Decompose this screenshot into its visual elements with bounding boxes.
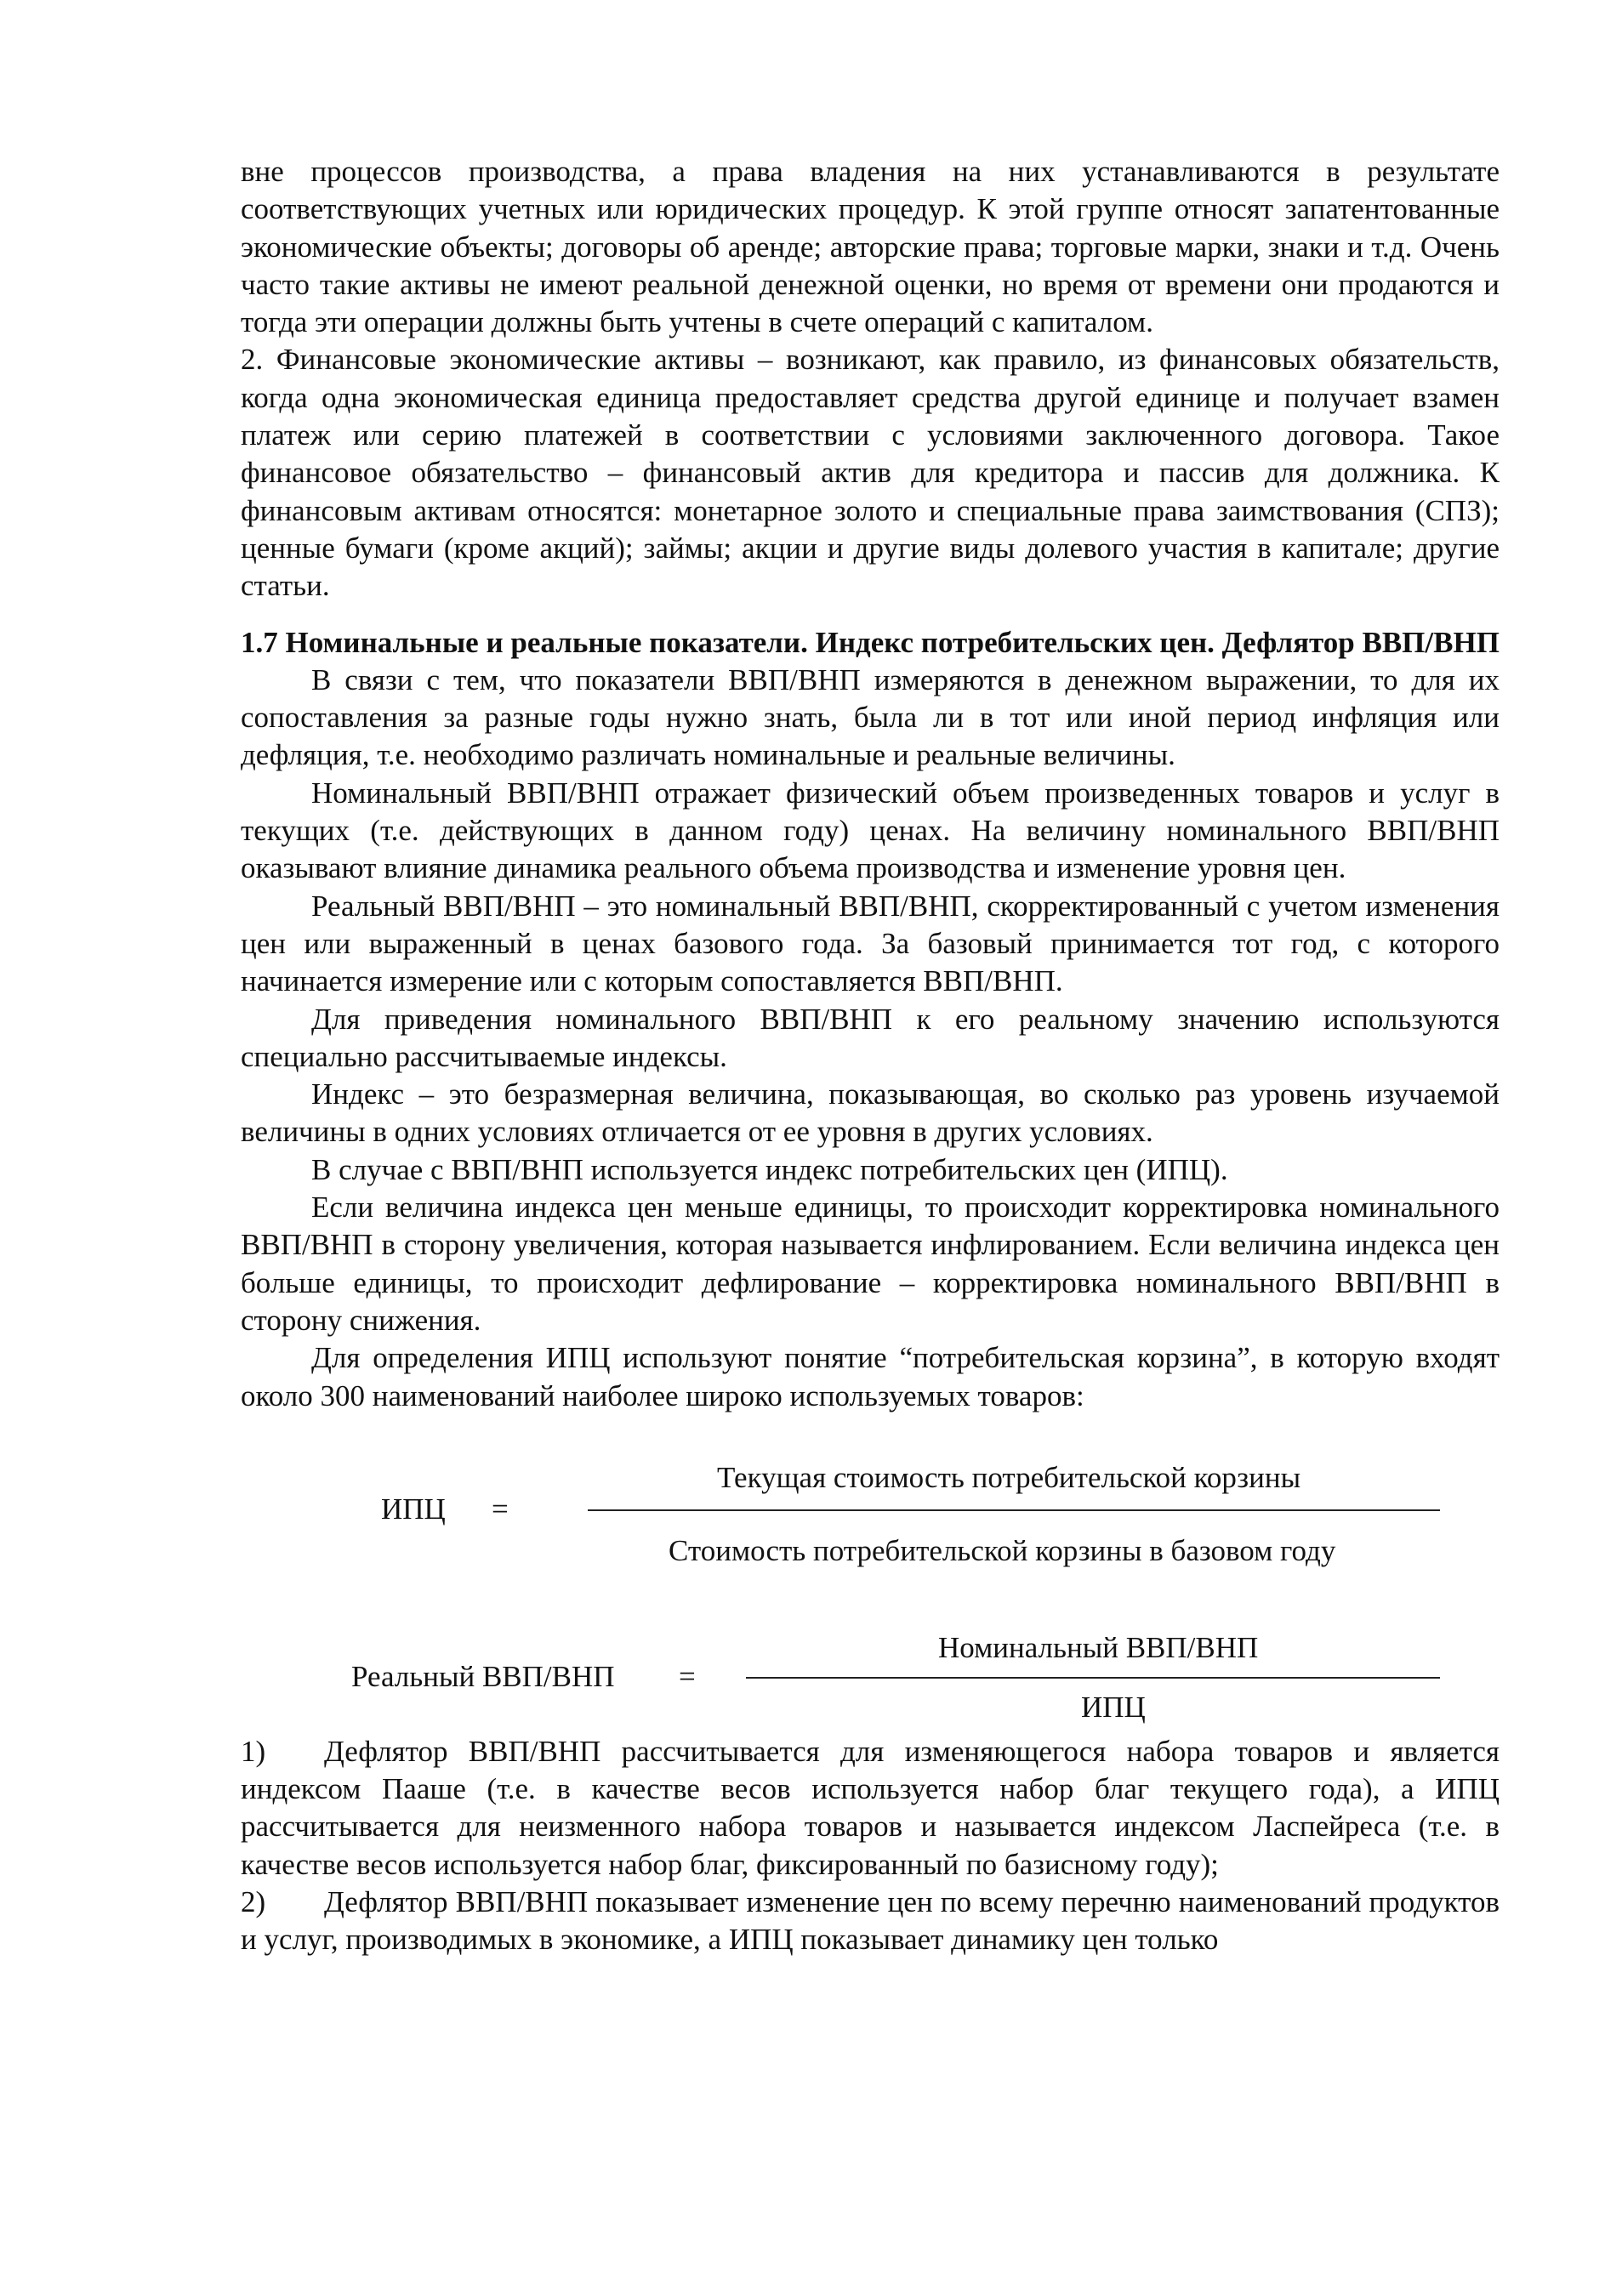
cpi-formula-equals: = bbox=[492, 1492, 509, 1526]
cpi-fraction-line bbox=[588, 1509, 1440, 1511]
section-paragraph-5: Индекс – это безразмерная величина, показывающая, во сколько раз уровень изучаемой величины в одних условиях отличается от ее уровня в других условиях. bbox=[241, 1077, 1500, 1149]
real-gdp-fraction-line bbox=[746, 1677, 1440, 1679]
section-paragraph-3: Реальный ВВП/ВНП – это номинальный ВВП/ВНП, скорректированный с учетом изменения цен или выраженный в ценах базового года. За базовый принимается тот год, с которого начинается измерение или с которым сопоставляется ВВП/ВНП. bbox=[241, 889, 1500, 998]
section-paragraph-2: Номинальный ВВП/ВНП отражает физический объем произведенных товаров и услуг в текущих (т.е. действующих в данном году) ценах. На величину номинального ВВП/ВНП оказывают влияние динамика реального объема производства и изменение уровня цен. bbox=[241, 776, 1500, 885]
list-item bbox=[241, 1733, 1500, 1884]
section-paragraph-1: В связи с тем, что показатели ВВП/ВНП измеряются в денежном выражении, то для их сопоставления за разные годы нужно знать, была ли в тот или иной период инфляция или дефляция, т.е. необходимо различать номинальные и реальные величины. bbox=[241, 662, 1500, 772]
intro-paragraph-1: вне процессов производства, а права владения на них устанавливаются в результате соответствующих учетных или юридических процедур. К этой группе относят запатентованные экономические объекты; договоры об аренде; авторские права; торговые марки, знаки и т.д. Очень часто такие активы не имеют реальной денежной оценки, но время от времени они продаются и тогда эти операции должны быть учтены в счете операций с капиталом. bbox=[241, 155, 1500, 339]
cpi-formula-numerator: Текущая стоимость потребительской корзины bbox=[717, 1460, 1301, 1494]
list-item-number: 1) bbox=[241, 1734, 266, 1768]
real-gdp-formula-lhs: Реальный ВВП/ВНП bbox=[351, 1659, 615, 1693]
section-paragraph-6: В случае с ВВП/ВНП используется индекс потребительских цен (ИПЦ). bbox=[311, 1152, 1228, 1186]
section-heading: 1.7 Номинальные и реальные показатели. Индекс потребительских цен. Дефлятор ВВП/ВНП bbox=[241, 625, 1500, 659]
cpi-formula bbox=[241, 1459, 1500, 1578]
intro-paragraph-2: 2. Финансовые экономические активы – возникают, как правило, из финансовых обязательств, когда одна экономическая единица предоставляет средства другой единице и получает взамен платеж или серию платежей в соответствии с условиями заключенного договора. Такое финансовое обязательство – финансовый актив для кредитора и пассив для должника. К финансовым активам относятся: монетарное золото и специальные права заимствования (СПЗ); ценные бумаги (кроме акций); займы; акции и другие виды долевого участия в капитале; другие статьи. bbox=[241, 343, 1500, 603]
section-paragraph-8: Для определения ИПЦ используют понятие “потребительская корзина”, в которую входят около 300 наименований наиболее широко используемых товаров: bbox=[241, 1341, 1500, 1412]
list-item-number: 2) bbox=[241, 1884, 266, 1918]
document-page bbox=[241, 153, 1500, 1959]
section-paragraph-7: Если величина индекса цен меньше единицы, то происходит корректировка номинального ВВП/ВНП в сторону увеличения, которая называется инфлированием. Если величина индекса цен больше единицы, то происходит дефлирование – корректировка номинального ВВП/ВНП в сторону снижения. bbox=[241, 1191, 1500, 1337]
real-gdp-formula-equals: = bbox=[679, 1659, 696, 1693]
list-item-text: Дефлятор ВВП/ВНП рассчитывается для изменяющегося набора товаров и является индексом Пааше (т.е. в качестве весов используется набор благ текущего года), а ИПЦ рассчитывается для неизменного набора товаров и называется индексом Ласпейреса (т.е. в качестве весов используется набор благ, фиксированный по базисному году); bbox=[241, 1734, 1500, 1881]
list-item bbox=[241, 1884, 1500, 1959]
section-paragraph-4: Для приведения номинального ВВП/ВНП к его реальному значению используются специально рассчитываемые индексы. bbox=[241, 1002, 1500, 1073]
cpi-formula-lhs: ИПЦ bbox=[381, 1492, 446, 1526]
real-gdp-formula bbox=[241, 1629, 1500, 1725]
real-gdp-formula-denominator: ИПЦ bbox=[1081, 1690, 1146, 1724]
real-gdp-formula-numerator: Номинальный ВВП/ВНП bbox=[938, 1630, 1259, 1664]
numbered-list bbox=[241, 1733, 1500, 1959]
list-item-text: Дефлятор ВВП/ВНП показывает изменение цен по всему перечню наименований продуктов и услуг, производимых в экономике, а ИПЦ показывает динамику цен только bbox=[241, 1884, 1500, 1957]
cpi-formula-denominator: Стоимость потребительской корзины в базовом году bbox=[669, 1533, 1336, 1567]
